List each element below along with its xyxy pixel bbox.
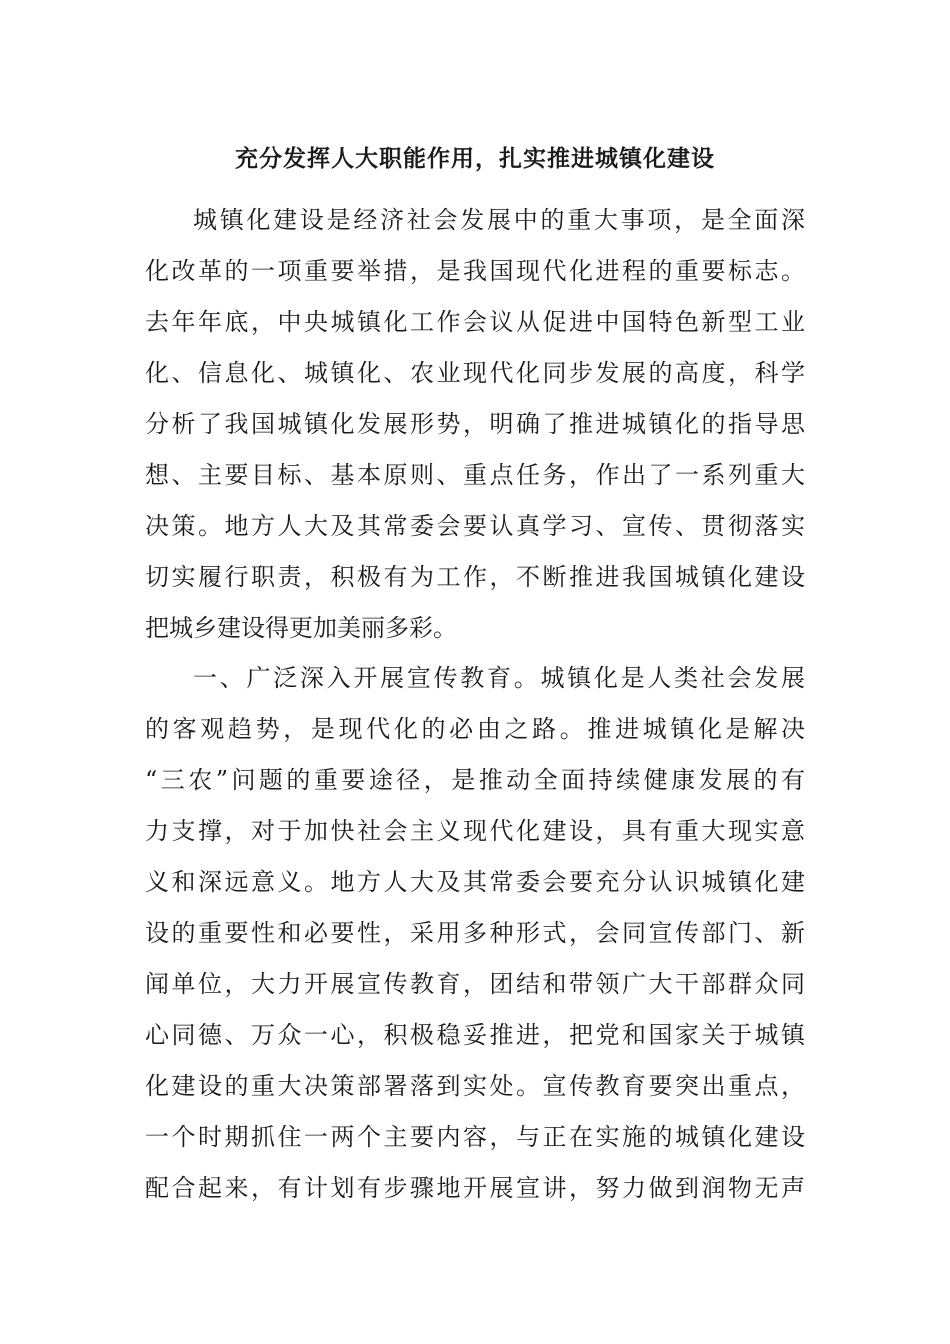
paragraph-line: 闻单位，大力开展宣传教育，团结和带领广大干部群众同 xyxy=(145,970,805,998)
paragraph-line: 想、主要目标、基本原则、重点任务，作出了一系列重大 xyxy=(145,461,805,489)
paragraph-line: 一个时期抓住一两个主要内容，与正在实施的城镇化建设 xyxy=(145,1123,805,1151)
paragraph-line: “三农”问题的重要途径，是推动全面持续健康发展的有 xyxy=(145,766,805,794)
document-title: 充分发挥人大职能作用，扎实推进城镇化建设 xyxy=(235,146,715,172)
paragraph-line: 设的重要性和必要性，采用多种形式，会同宣传部门、新 xyxy=(145,919,805,947)
paragraph-line: 去年年底，中央城镇化工作会议从促进中国特色新型工业 xyxy=(145,308,805,336)
paragraph-line: 切实履行职责，积极有为工作，不断推进我国城镇化建设 xyxy=(145,563,805,591)
paragraph-line: 把城乡建设得更加美丽多彩。 xyxy=(145,614,457,642)
paragraph-line: 化、信息化、城镇化、农业现代化同步发展的高度，科学 xyxy=(145,359,805,387)
paragraph-line: 化改革的一项重要举措，是我国现代化进程的重要标志。 xyxy=(145,257,805,285)
paragraph-line: 的客观趋势，是现代化的必由之路。推进城镇化是解决 xyxy=(145,715,805,743)
paragraph-line: 心同德、万众一心，积极稳妥推进，把党和国家关于城镇 xyxy=(145,1021,805,1049)
paragraph-line: 配合起来，有计划有步骤地开展宣讲，努力做到润物无声 xyxy=(145,1174,805,1202)
paragraph-line: 决策。地方人大及其常委会要认真学习、宣传、贯彻落实 xyxy=(145,512,805,540)
paragraph-intro xyxy=(145,195,805,654)
paragraph-line: 力支撑，对于加快社会主义现代化建设，具有重大现实意 xyxy=(145,817,805,845)
paragraph-line: 一、广泛深入开展宣传教育。城镇化是人类社会发展 xyxy=(193,664,805,692)
paragraph-line: 城镇化建设是经济社会发展中的重大事项，是全面深 xyxy=(193,206,805,234)
paragraph-line: 义和深远意义。地方人大及其常委会要充分认识城镇化建 xyxy=(145,868,805,896)
paragraph-section-one xyxy=(145,653,805,1214)
paragraph-line: 分析了我国城镇化发展形势，明确了推进城镇化的指导思 xyxy=(145,410,805,438)
paragraph-line: 化建设的重大决策部署落到实处。宣传教育要突出重点， xyxy=(145,1072,805,1100)
